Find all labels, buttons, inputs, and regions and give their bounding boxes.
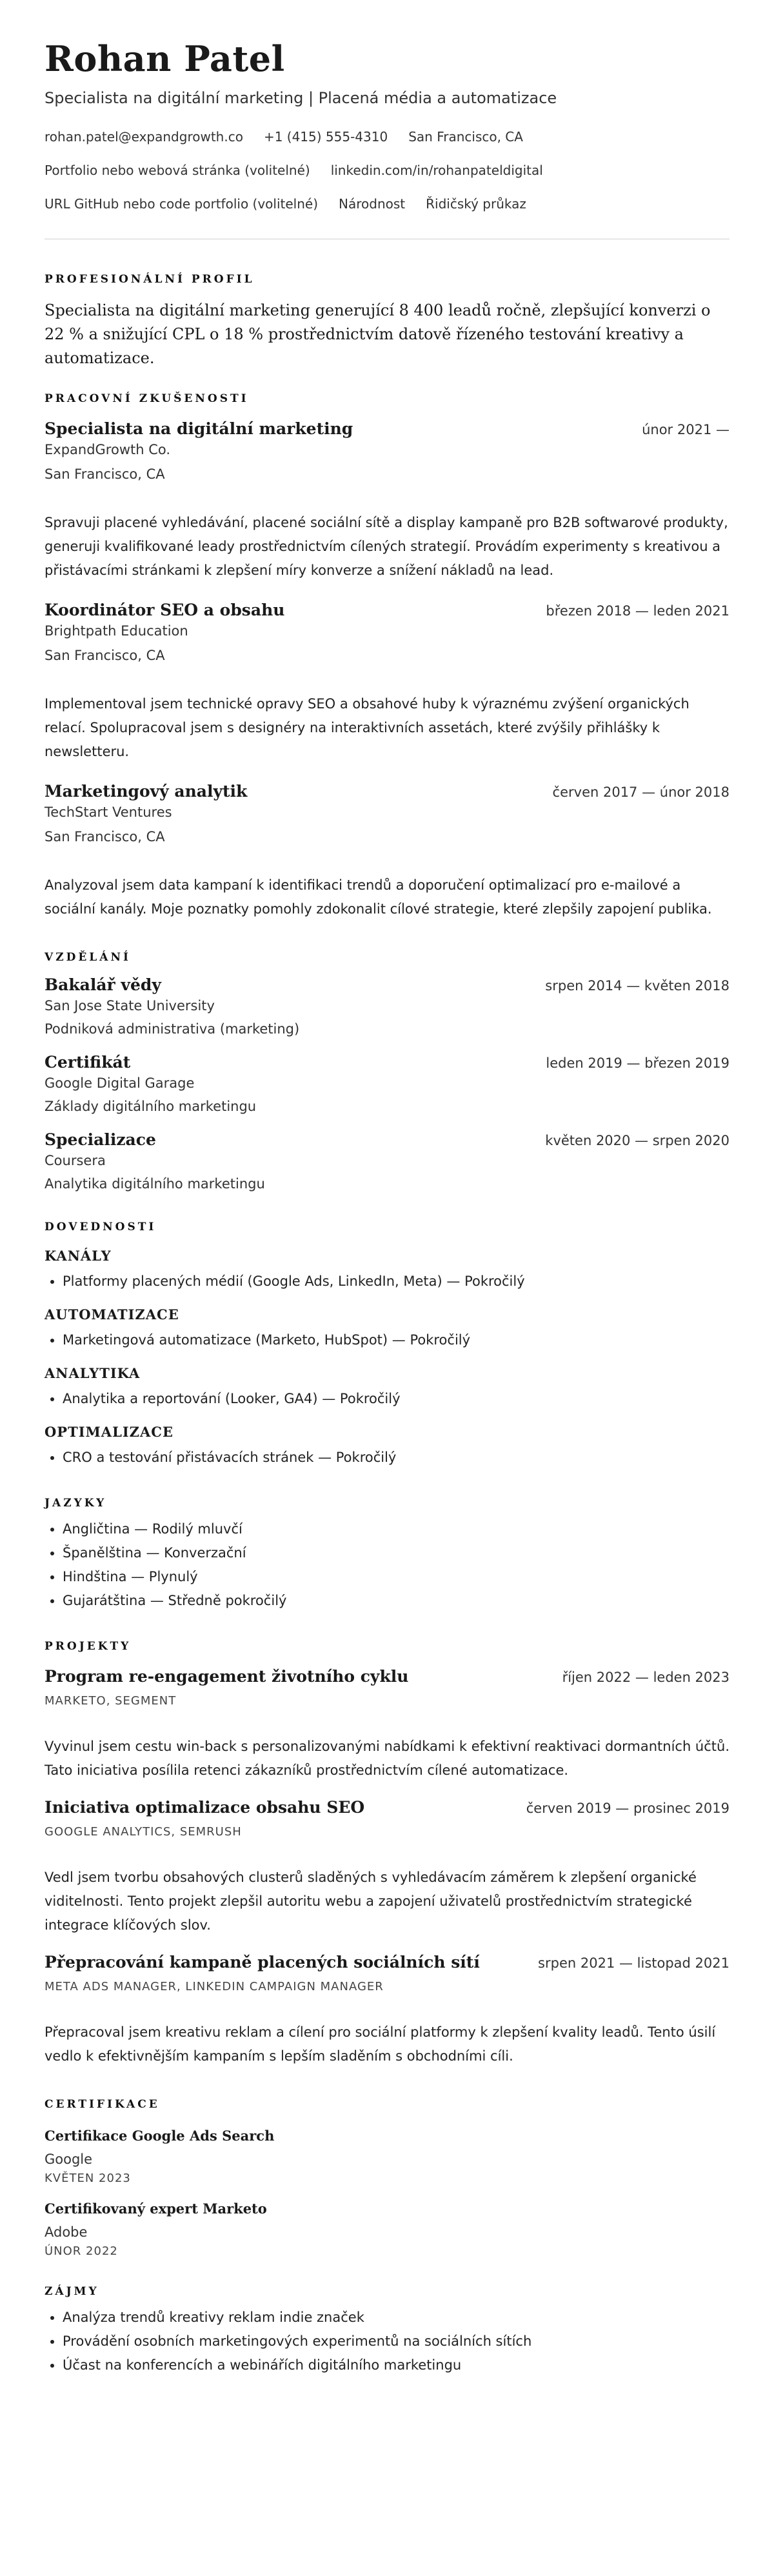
- interests-section: [45, 2284, 729, 2377]
- education-dates: leden 2019 — březen 2019: [546, 1055, 729, 1071]
- extra-info-row: [45, 195, 729, 213]
- skill-category: KANÁLY: [45, 1248, 112, 1264]
- certifications-section: [45, 2097, 729, 2258]
- school: San Jose State University: [45, 998, 215, 1013]
- field-of-study: Podniková administrativa (marketing): [45, 1021, 300, 1037]
- section-title-profile: PROFESIONÁLNÍ PROFIL: [45, 273, 255, 286]
- nationality: Národnost: [339, 196, 406, 212]
- experience-section: [45, 391, 729, 921]
- project-tools: META ADS MANAGER, LINKEDIN CAMPAIGN MANAGER: [45, 1980, 384, 1993]
- job-dates: červen 2017 — únor 2018: [552, 784, 729, 800]
- project-name: Iniciativa optimalizace obsahu SEO: [45, 1798, 365, 1817]
- job-title: Specialista na digitální marketing: [45, 419, 353, 438]
- project-tools: GOOGLE ANALYTICS, SEMRUSH: [45, 1825, 242, 1839]
- project-description: Přepracoval jsem kreativu reklam a cílení pro sociální platformy k zlepšení kvality leadů. Tento úsilí vedlo k efektivnějším kampaním s lepším sladěním s obchodními cíli.: [45, 2024, 716, 2064]
- language-item: • Španělština — Konverzační: [63, 1541, 729, 1565]
- section-title-certifications: CERTIFIKACE: [45, 2098, 160, 2111]
- section-title-projects: PROJEKTY: [45, 1640, 132, 1653]
- candidate-name: Rohan Patel: [45, 38, 285, 79]
- project-entry: [45, 1797, 729, 1937]
- education-section: [45, 950, 729, 1193]
- interest-item: • Účast na konferencích a webinářích digitálního marketingu: [63, 2353, 729, 2377]
- skill-group: [45, 1246, 729, 1293]
- profile-section: [45, 272, 729, 370]
- contact-row: [45, 128, 729, 146]
- skills-section: [45, 1219, 729, 1470]
- project-name: Přepracování kampaně placených sociálních sítí: [45, 1953, 480, 1972]
- education-dates: květen 2020 — srpen 2020: [545, 1133, 729, 1148]
- certification-name: Certifikace Google Ads Search: [45, 2128, 275, 2144]
- job-dates: únor 2021 —: [642, 422, 729, 437]
- certification-entry: [45, 2199, 729, 2258]
- job-location: San Francisco, CA: [45, 648, 165, 663]
- experience-entry: [45, 599, 729, 764]
- skill-category: ANALYTIKA: [45, 1365, 141, 1381]
- education-dates: srpen 2014 — květen 2018: [545, 978, 729, 993]
- skill-group: [45, 1423, 729, 1470]
- project-name: Program re-engagement životního cyklu: [45, 1667, 409, 1686]
- experience-entry: [45, 418, 729, 583]
- job-dates: březen 2018 — leden 2021: [546, 603, 729, 619]
- project-entry: [45, 1666, 729, 1782]
- certification-issuer: Google: [45, 2152, 93, 2167]
- linkedin-link[interactable]: linkedin.com/in/rohanpateldigital: [330, 163, 543, 178]
- degree: Bakalář vědy: [45, 975, 161, 994]
- job-description: Analyzoval jsem data kampaní k identifikaci trendů a doporučení optimalizací pro e-mailové a sociální kanály. Moje poznatky pomohly zdokonalit cílové strategie, které zlepšily zapojení publika.: [45, 877, 712, 917]
- project-description: Vedl jsem tvorbu obsahových clusterů sladěných s vyhledávacím záměrem k zlepšení organické viditelnosti. Tento projekt zlepšil autoritu webu a zapojení uživatelů prostřednictvím strategické integrace klíčových slov.: [45, 1870, 697, 1933]
- project-dates: srpen 2021 — listopad 2021: [538, 1955, 729, 1971]
- company: ExpandGrowth Co.: [45, 442, 171, 457]
- job-title: Koordinátor SEO a obsahu: [45, 601, 285, 619]
- job-location: San Francisco, CA: [45, 466, 165, 482]
- interest-item: • Analýza trendů kreativy reklam indie značek: [63, 2306, 729, 2330]
- resume-page: [45, 0, 729, 2377]
- company: TechStart Ventures: [45, 804, 172, 820]
- links-row: [45, 161, 729, 179]
- language-item: • Gujarátština — Středně pokročilý: [63, 1589, 729, 1613]
- certification-entry: [45, 2126, 729, 2185]
- skill-category: OPTIMALIZACE: [45, 1424, 174, 1440]
- certification-issuer: Adobe: [45, 2224, 88, 2240]
- education-entry: [45, 1129, 729, 1193]
- job-description: Implementoval jsem technické opravy SEO a obsahové huby k výraznému zvýšení organických relací. Spolupracoval jsem s designéry na interaktivních assetách, které zvýšily přihlášky k newsletteru.: [45, 696, 690, 759]
- job-location: San Francisco, CA: [45, 829, 165, 844]
- language-item: • Angličtina — Rodilý mluvčí: [63, 1517, 729, 1541]
- section-title-education: VZDĚLÁNÍ: [45, 951, 131, 964]
- degree: Certifikát: [45, 1053, 131, 1072]
- section-title-interests: ZÁJMY: [45, 2285, 99, 2298]
- section-title-languages: JAZYKY: [45, 1497, 107, 1510]
- job-title: Marketingový analytik: [45, 782, 248, 801]
- certification-date: KVĚTEN 2023: [45, 2172, 131, 2185]
- section-title-experience: PRACOVNÍ ZKUŠENOSTI: [45, 392, 249, 405]
- company: Brightpath Education: [45, 623, 188, 639]
- degree: Specializace: [45, 1130, 156, 1149]
- field-of-study: Analytika digitálního marketingu: [45, 1176, 265, 1192]
- skill-item: • Marketingová automatizace (Marketo, HubSpot) — Pokročilý: [63, 1328, 729, 1352]
- projects-section: [45, 1639, 729, 2068]
- location: San Francisco, CA: [408, 129, 523, 145]
- field-of-study: Základy digitálního marketingu: [45, 1099, 257, 1114]
- section-title-skills: DOVEDNOSTI: [45, 1221, 157, 1233]
- phone-link[interactable]: +1 (415) 555-4310: [263, 129, 388, 145]
- project-description: Vyvinul jsem cestu win-back s personalizovanými nabídkami k efektivní reaktivaci dormantních účtů. Tato iniciativa posílila retenci zákazníků prostřednictvím cílené automatizace.: [45, 1739, 730, 1778]
- driving-license: Řidičský průkaz: [426, 196, 526, 212]
- language-item: • Hindština — Plynulý: [63, 1565, 729, 1589]
- job-description: Spravuji placené vyhledávání, placené sociální sítě a display kampaně pro B2B softwarové produkty, generuji kvalifikované leady prostřednictvím cílených strategií. Provádím experimenty s kreativou a přistávacími stránkami k zlepšení míry konverze a snížení nákladů na lead.: [45, 515, 728, 578]
- skill-item: • CRO a testování přistávacích stránek — Pokročilý: [63, 1446, 729, 1470]
- project-tools: MARKETO, SEGMENT: [45, 1694, 177, 1708]
- skill-item: • Platformy placených médií (Google Ads, LinkedIn, Meta) — Pokročilý: [63, 1270, 729, 1293]
- skill-group: [45, 1364, 729, 1411]
- headline: Specialista na digitální marketing | Placená média a automatizace: [45, 89, 557, 107]
- experience-entry: [45, 781, 729, 921]
- skill-group: [45, 1305, 729, 1352]
- skill-item: • Analytika a reportování (Looker, GA4) — Pokročilý: [63, 1387, 729, 1411]
- skill-category: AUTOMATIZACE: [45, 1306, 179, 1323]
- certification-date: ÚNOR 2022: [45, 2244, 118, 2258]
- project-dates: říjen 2022 — leden 2023: [562, 1670, 729, 1685]
- school: Google Digital Garage: [45, 1075, 195, 1091]
- project-entry: [45, 1952, 729, 2068]
- profile-text: Specialista na digitální marketing generující 8 400 leadů ročně, zlepšující konverzi o 22 % a snižující CPL o 18 % prostřednictvím datově řízeného testování kreativy a automatizace.: [45, 301, 711, 367]
- school: Coursera: [45, 1153, 106, 1168]
- portfolio-link[interactable]: Portfolio nebo webová stránka (volitelné): [45, 163, 310, 178]
- education-entry: [45, 1052, 729, 1116]
- email-link[interactable]: rohan.patel@expandgrowth.co: [45, 129, 243, 145]
- education-entry: [45, 974, 729, 1039]
- github-link[interactable]: URL GitHub nebo code portfolio (volitelné): [45, 196, 319, 212]
- languages-section: [45, 1495, 729, 1613]
- certification-name: Certifikovaný expert Marketo: [45, 2201, 267, 2217]
- interest-item: • Provádění osobních marketingových experimentů na sociálních sítích: [63, 2330, 729, 2353]
- project-dates: červen 2019 — prosinec 2019: [526, 1801, 729, 1816]
